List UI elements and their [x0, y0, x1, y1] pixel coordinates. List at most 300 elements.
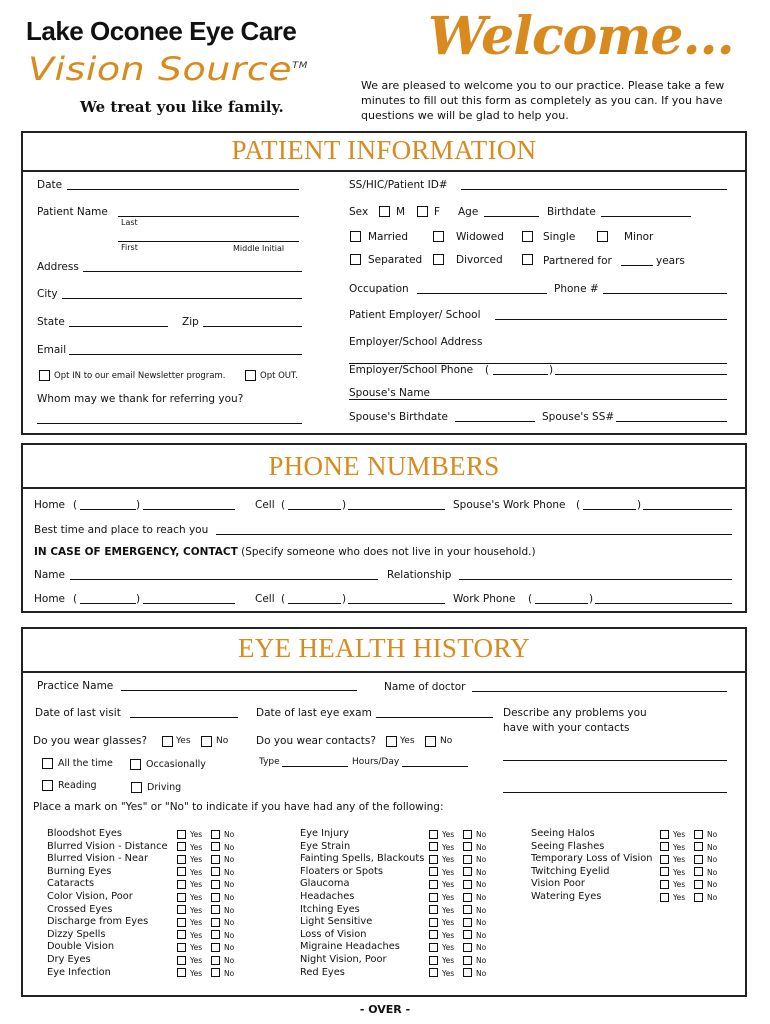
emergency-home-paren-open: (: [73, 593, 78, 605]
condition-col2-7-no-label: No: [476, 918, 487, 928]
emergency-cell-label: Cell: [255, 593, 275, 605]
home-paren-open: (: [73, 499, 78, 511]
condition-col1-4-yes-label: Yes: [190, 880, 203, 890]
condition-col1-0-yes-checkbox[interactable]: [177, 830, 186, 839]
condition-col2-5-yes-label: Yes: [442, 893, 455, 902]
section-title: PHONE NUMBERS: [268, 451, 500, 481]
last-name-field[interactable]: [118, 216, 299, 217]
widowed-checkbox[interactable]: [433, 231, 444, 242]
title-divider: [23, 671, 745, 673]
minor-label: Minor: [624, 231, 654, 243]
divorced-checkbox[interactable]: [433, 254, 444, 265]
conditions-instruction: Place a mark on "Yes" or "No" to indicate if you have had any of the following:: [33, 801, 444, 813]
condition-col3-2-no-label: No: [707, 855, 718, 865]
all-the-time-checkbox[interactable]: [42, 758, 53, 769]
condition-col3-1-yes-label: Yes: [673, 842, 686, 852]
condition-col2-0-yes-checkbox[interactable]: [429, 830, 438, 839]
condition-col2-11-yes-label: Yes: [442, 968, 455, 978]
condition-col1-8-no-label: No: [224, 930, 235, 940]
home-paren-close: ): [136, 499, 141, 511]
condition-col3-4-no-label: No: [707, 880, 718, 890]
referral-field[interactable]: [37, 423, 302, 424]
partnered-label: Partnered for: [543, 255, 612, 267]
condition-col3-3-yes-label: Yes: [673, 867, 686, 877]
condition-col1-2-no-checkbox[interactable]: [211, 855, 220, 864]
emergency-home-field[interactable]: [143, 603, 235, 604]
condition-col1-10-yes-label: Yes: [190, 956, 203, 965]
married-label: Married: [368, 231, 408, 243]
employer-address-label: Employer/School Address: [349, 336, 483, 348]
last-visit-label: Date of last visit: [35, 707, 121, 719]
reading-checkbox[interactable]: [42, 780, 53, 791]
separated-label: Separated: [368, 254, 423, 266]
condition-col1-7-yes-label: Yes: [190, 918, 203, 928]
condition-col2-2-yes-checkbox[interactable]: [429, 855, 438, 864]
practice-name: Lake Oconee Eye Care: [26, 16, 297, 46]
condition-col2-1-no-label: No: [476, 842, 487, 852]
age-label: Age: [458, 206, 479, 218]
emergency-cell-paren-open: (: [281, 593, 286, 605]
spouse-work-phone-label: Spouse's Work Phone: [453, 499, 566, 511]
sex-m-checkbox[interactable]: [379, 206, 390, 217]
phone-label: Phone #: [554, 283, 599, 295]
cell-phone-field[interactable]: [348, 509, 445, 510]
condition-col1-6-no-checkbox[interactable]: [211, 905, 220, 914]
condition-col3-1-no-label: No: [707, 842, 718, 852]
emergency-work-field[interactable]: [595, 603, 732, 604]
condition-col3-4-no-checkbox[interactable]: [694, 880, 703, 889]
cell-paren-open: (: [281, 499, 286, 511]
sex-f-label: F: [434, 206, 441, 218]
glasses-no-checkbox[interactable]: [201, 736, 212, 747]
spouse-birthdate-field[interactable]: [455, 421, 535, 422]
emergency-cell-field[interactable]: [348, 603, 445, 604]
doctor-name-field[interactable]: [472, 691, 727, 692]
condition-col2-8-label: Loss of Vision: [300, 928, 367, 940]
condition-col1-1-no-label: No: [224, 842, 235, 852]
condition-col2-10-no-label: No: [476, 956, 487, 965]
birthdate-field[interactable]: [601, 216, 691, 217]
condition-col1-4-yes-checkbox[interactable]: [177, 880, 186, 889]
condition-col1-8-yes-checkbox[interactable]: [177, 930, 186, 939]
emergency-home-label: Home: [34, 593, 66, 605]
condition-col2-0-no-checkbox[interactable]: [463, 830, 472, 839]
opt-out-checkbox[interactable]: [245, 370, 256, 381]
employer-phone-paren-close: ): [549, 364, 554, 376]
condition-col2-8-yes-label: Yes: [442, 930, 455, 940]
phone-numbers-section: [21, 443, 747, 613]
emergency-cell-area-field[interactable]: [288, 603, 341, 604]
condition-col2-6-no-label: No: [476, 905, 487, 915]
condition-col1-3-label: Burning Eyes: [47, 865, 112, 877]
relationship-label: Relationship: [387, 569, 452, 581]
condition-col2-9-no-checkbox[interactable]: [463, 943, 472, 952]
condition-col1-11-label: Eye Infection: [47, 966, 111, 978]
spouse-work-paren-open: (: [576, 499, 581, 511]
condition-col2-11-yes-checkbox[interactable]: [429, 968, 438, 977]
condition-col3-1-label: Seeing Flashes: [531, 840, 605, 852]
condition-col2-2-yes-label: Yes: [442, 855, 455, 865]
describe-problems-label: Describe any problems you: [503, 707, 647, 719]
condition-col2-11-label: Red Eyes: [300, 966, 345, 978]
condition-col3-2-no-checkbox[interactable]: [694, 855, 703, 864]
referral-label: Whom may we thank for referring you?: [37, 393, 244, 405]
age-field[interactable]: [484, 216, 539, 217]
first-name-field[interactable]: [118, 241, 299, 242]
state-label: State: [37, 316, 65, 328]
glasses-question: Do you wear glasses?: [33, 735, 148, 747]
glasses-yes-checkbox[interactable]: [162, 736, 173, 747]
condition-col1-9-no-checkbox[interactable]: [211, 943, 220, 952]
emergency-name-label: Name: [34, 569, 65, 581]
condition-col2-3-no-checkbox[interactable]: [463, 867, 472, 876]
condition-col2-1-no-checkbox[interactable]: [463, 842, 472, 851]
spouse-name-label: Spouse's Name: [349, 387, 431, 399]
condition-col3-0-no-label: No: [707, 830, 718, 839]
employer-phone-paren-open: (: [485, 364, 490, 376]
condition-col1-7-yes-checkbox[interactable]: [177, 918, 186, 927]
address-field[interactable]: [83, 271, 302, 272]
cell-paren-close: ): [342, 499, 347, 511]
contacts-yes-label: Yes: [400, 736, 415, 746]
condition-col1-1-yes-label: Yes: [190, 842, 203, 852]
birthdate-label: Birthdate: [547, 206, 596, 218]
condition-col3-5-no-label: No: [707, 893, 718, 902]
condition-col2-10-label: Night Vision, Poor: [300, 954, 387, 965]
condition-col1-11-yes-checkbox[interactable]: [177, 968, 186, 977]
condition-col1-9-no-label: No: [224, 943, 235, 953]
intro-text: We are pleased to welcome you to our practice. Please take a few minutes to fill out this form as completely as you can. If you have questions we will be glad to help you.: [361, 79, 725, 122]
condition-col2-8-no-label: No: [476, 930, 487, 940]
emergency-home-area-field[interactable]: [80, 603, 136, 604]
condition-col2-5-no-checkbox[interactable]: [463, 893, 472, 902]
contacts-question: Do you wear contacts?: [256, 735, 376, 747]
date-field[interactable]: [67, 189, 299, 190]
condition-col3-0-label: Seeing Halos: [531, 828, 595, 839]
condition-col1-6-yes-label: Yes: [190, 905, 203, 915]
over-indicator: - OVER -: [359, 1003, 411, 1016]
condition-col2-1-yes-label: Yes: [442, 842, 455, 852]
condition-col1-5-yes-label: Yes: [190, 893, 203, 902]
contacts-no-checkbox[interactable]: [425, 736, 436, 747]
single-checkbox[interactable]: [522, 231, 533, 242]
condition-col1-1-no-checkbox[interactable]: [211, 842, 220, 851]
reading-label: Reading: [58, 780, 97, 791]
condition-col1-3-no-label: No: [224, 867, 235, 877]
contacts-no-label: No: [440, 736, 453, 746]
condition-col1-5-no-label: No: [224, 893, 235, 902]
condition-col3-0-no-checkbox[interactable]: [694, 830, 703, 839]
spouse-name-field[interactable]: [349, 399, 727, 400]
condition-col3-2-yes-checkbox[interactable]: [660, 855, 669, 864]
condition-col1-1-label: Blurred Vision - Distance: [47, 840, 168, 852]
condition-col2-0-yes-label: Yes: [442, 830, 455, 839]
sex-label: Sex: [349, 206, 369, 218]
condition-col1-11-yes-label: Yes: [190, 968, 203, 978]
condition-col2-11-no-checkbox[interactable]: [463, 968, 472, 977]
spouse-work-paren-close: ): [637, 499, 642, 511]
condition-col1-10-yes-checkbox[interactable]: [177, 956, 186, 965]
condition-col3-3-no-label: No: [707, 867, 718, 877]
home-phone-field[interactable]: [143, 509, 235, 510]
condition-col3-4-yes-label: Yes: [673, 880, 686, 890]
ss-field[interactable]: [461, 189, 727, 190]
doctor-name-label: Name of doctor: [384, 681, 466, 693]
condition-col1-2-no-label: No: [224, 855, 235, 865]
condition-col1-10-no-label: No: [224, 956, 235, 965]
condition-col1-5-yes-checkbox[interactable]: [177, 893, 186, 902]
condition-col2-3-label: Floaters or Spots: [300, 865, 383, 877]
emergency-work-area-field[interactable]: [535, 603, 588, 604]
condition-col2-9-label: Migraine Headaches: [300, 941, 400, 953]
condition-col3-3-no-checkbox[interactable]: [694, 867, 703, 876]
condition-col1-8-label: Dizzy Spells: [47, 928, 106, 940]
emergency-note: (Specify someone who does not live in your household.): [241, 546, 536, 558]
patient-name-label: Patient Name: [37, 206, 108, 218]
welcome-heading: Welcome...: [428, 6, 734, 67]
contacts-problem-field-1[interactable]: [503, 760, 727, 761]
condition-col3-5-label: Watering Eyes: [531, 891, 602, 902]
emergency-work-label: Work Phone: [453, 593, 516, 605]
city-field[interactable]: [62, 298, 302, 299]
married-checkbox[interactable]: [350, 231, 361, 242]
patient-information-section: [21, 131, 747, 435]
condition-col2-6-label: Itching Eyes: [300, 903, 360, 915]
condition-col3-5-no-checkbox[interactable]: [694, 893, 703, 902]
zip-field[interactable]: [203, 326, 302, 327]
emergency-name-field[interactable]: [70, 579, 378, 580]
separated-checkbox[interactable]: [350, 254, 361, 265]
glasses-yes-label: Yes: [176, 736, 191, 746]
condition-col1-2-yes-label: Yes: [190, 855, 203, 865]
condition-col1-4-no-checkbox[interactable]: [211, 880, 220, 889]
condition-col2-10-yes-label: Yes: [442, 956, 455, 965]
home-phone-label: Home: [34, 499, 66, 511]
condition-col1-6-yes-checkbox[interactable]: [177, 905, 186, 914]
condition-col1-9-yes-label: Yes: [190, 943, 203, 953]
condition-col3-2-yes-label: Yes: [673, 855, 686, 865]
condition-col2-7-no-checkbox[interactable]: [463, 918, 472, 927]
describe-problems-label-2: have with your contacts: [503, 722, 630, 734]
condition-col1-2-yes-checkbox[interactable]: [177, 855, 186, 864]
condition-col2-10-yes-checkbox[interactable]: [429, 956, 438, 965]
condition-col1-4-label: Cataracts: [47, 878, 95, 890]
condition-col1-6-label: Crossed Eyes: [47, 903, 113, 915]
glasses-no-label: No: [216, 736, 229, 746]
condition-col2-10-no-checkbox[interactable]: [463, 956, 472, 965]
employer-phone-field[interactable]: [555, 374, 727, 375]
condition-col3-5-yes-checkbox[interactable]: [660, 893, 669, 902]
condition-col1-5-no-checkbox[interactable]: [211, 893, 220, 902]
trademark: TM: [292, 61, 308, 71]
first-caption: First: [121, 243, 138, 252]
best-time-label: Best time and place to reach you: [34, 524, 209, 536]
condition-col2-9-yes-label: Yes: [442, 943, 455, 953]
condition-col2-5-no-label: No: [476, 893, 487, 902]
email-label: Email: [37, 344, 67, 356]
condition-col1-2-label: Blurred Vision - Near: [47, 853, 149, 865]
relationship-field[interactable]: [459, 579, 732, 580]
condition-col1-3-yes-checkbox[interactable]: [177, 867, 186, 876]
section-title: PATIENT INFORMATION: [231, 135, 537, 165]
condition-col1-8-yes-label: Yes: [190, 930, 203, 940]
employer-label: Patient Employer/ School: [349, 309, 481, 321]
contacts-yes-checkbox[interactable]: [386, 736, 397, 747]
condition-col2-6-no-checkbox[interactable]: [463, 905, 472, 914]
occasionally-checkbox[interactable]: [130, 759, 141, 770]
last-exam-label: Date of last eye exam: [256, 707, 372, 719]
minor-checkbox[interactable]: [597, 231, 608, 242]
section-title: EYE HEALTH HISTORY: [238, 633, 530, 663]
contact-type-label: Type: [259, 757, 280, 767]
spouse-birthdate-label: Spouse's Birthdate: [349, 411, 448, 423]
middle-initial-caption: Middle Initial: [233, 244, 285, 253]
occasionally-label: Occasionally: [146, 759, 206, 770]
city-label: City: [37, 288, 58, 300]
condition-col1-7-no-checkbox[interactable]: [211, 918, 220, 927]
condition-col3-0-yes-checkbox[interactable]: [660, 830, 669, 839]
condition-col2-6-yes-checkbox[interactable]: [429, 905, 438, 914]
condition-col2-0-label: Eye Injury: [300, 828, 349, 839]
opt-in-label: Opt IN to our email Newsletter program.: [54, 371, 226, 381]
condition-col3-3-label: Twitching Eyelid: [531, 865, 610, 877]
hours-per-day-label: Hours/Day: [352, 757, 400, 767]
condition-col1-9-yes-checkbox[interactable]: [177, 943, 186, 952]
condition-col2-4-no-label: No: [476, 880, 487, 890]
practice-name-field[interactable]: [121, 690, 357, 691]
emergency-work-paren-open: (: [528, 593, 533, 605]
condition-col1-1-yes-checkbox[interactable]: [177, 842, 186, 851]
condition-col3-1-yes-checkbox[interactable]: [660, 842, 669, 851]
emergency-cell-paren-close: ): [342, 593, 347, 605]
employer-phone-area-field[interactable]: [493, 374, 548, 375]
condition-col2-3-yes-checkbox[interactable]: [429, 867, 438, 876]
condition-col1-0-no-checkbox[interactable]: [211, 830, 220, 839]
condition-col1-10-no-checkbox[interactable]: [211, 956, 220, 965]
condition-col1-8-no-checkbox[interactable]: [211, 930, 220, 939]
condition-col1-0-no-label: No: [224, 830, 235, 839]
condition-col1-0-yes-label: Yes: [190, 830, 203, 839]
zip-label: Zip: [182, 316, 199, 328]
emergency-contact-heading: [34, 546, 536, 558]
sex-m-label: M: [396, 206, 406, 218]
condition-col1-3-yes-label: Yes: [190, 867, 203, 877]
eye-health-history-section: [21, 627, 747, 997]
condition-col2-9-yes-checkbox[interactable]: [429, 943, 438, 952]
title-divider: [23, 487, 745, 489]
ss-label: SS/HIC/Patient ID#: [349, 179, 448, 191]
years-label: years: [656, 255, 685, 267]
driving-label: Driving: [147, 782, 182, 793]
driving-checkbox[interactable]: [131, 782, 142, 793]
condition-col2-1-label: Eye Strain: [300, 840, 351, 852]
condition-col2-3-yes-label: Yes: [442, 867, 455, 877]
condition-col3-4-yes-checkbox[interactable]: [660, 880, 669, 889]
spouse-ss-label: Spouse's SS#: [542, 411, 615, 423]
condition-col2-4-yes-label: Yes: [442, 880, 455, 890]
condition-col1-9-label: Double Vision: [47, 941, 115, 953]
condition-col2-4-no-checkbox[interactable]: [463, 880, 472, 889]
condition-col2-4-yes-checkbox[interactable]: [429, 880, 438, 889]
condition-col2-11-no-label: No: [476, 968, 487, 978]
widowed-label: Widowed: [456, 231, 504, 243]
condition-col3-5-yes-label: Yes: [673, 893, 686, 902]
condition-col1-11-no-checkbox[interactable]: [211, 968, 220, 977]
sex-f-checkbox[interactable]: [417, 206, 428, 217]
spouse-work-area-field[interactable]: [583, 509, 636, 510]
partnered-checkbox[interactable]: [522, 254, 533, 265]
last-exam-field[interactable]: [376, 717, 493, 718]
condition-col1-11-no-label: No: [224, 968, 235, 978]
condition-col2-8-no-checkbox[interactable]: [463, 930, 472, 939]
condition-col1-7-label: Discharge from Eyes: [47, 916, 149, 928]
condition-col2-9-no-label: No: [476, 943, 487, 953]
last-visit-field[interactable]: [130, 717, 238, 718]
condition-col1-7-no-label: No: [224, 918, 235, 928]
emergency-work-paren-close: ): [589, 593, 594, 605]
occupation-field[interactable]: [417, 293, 547, 294]
condition-col2-5-label: Headaches: [300, 891, 355, 902]
date-label: Date: [37, 179, 63, 191]
home-area-field[interactable]: [80, 509, 136, 510]
condition-col1-10-label: Dry Eyes: [47, 954, 91, 965]
condition-col3-2-label: Temporary Loss of Vision: [531, 853, 653, 865]
condition-col1-3-no-checkbox[interactable]: [211, 867, 220, 876]
condition-col2-4-label: Glaucoma: [300, 878, 350, 890]
vision-source-logo: [28, 50, 308, 87]
address-label: Address: [37, 261, 79, 273]
best-time-field[interactable]: [216, 534, 732, 535]
employer-field[interactable]: [495, 319, 727, 320]
tagline: We treat you like family.: [80, 98, 284, 116]
brand-text: Vision Source: [28, 50, 293, 88]
condition-col2-7-label: Light Sensitive: [300, 916, 373, 928]
partnered-years-field[interactable]: [621, 265, 653, 266]
condition-col2-2-label: Fainting Spells, Blackouts: [300, 853, 425, 865]
all-the-time-label: All the time: [58, 758, 113, 769]
condition-col2-6-yes-label: Yes: [442, 905, 455, 915]
divorced-label: Divorced: [456, 254, 503, 266]
condition-col2-1-yes-checkbox[interactable]: [429, 842, 438, 851]
spouse-ss-field[interactable]: [616, 421, 727, 422]
hours-per-day-field[interactable]: [402, 766, 468, 767]
condition-col3-3-yes-checkbox[interactable]: [660, 867, 669, 876]
emergency-home-paren-close: ): [136, 593, 141, 605]
cell-phone-label: Cell: [255, 499, 275, 511]
opt-in-checkbox[interactable]: [39, 370, 50, 381]
condition-col3-4-label: Vision Poor: [531, 878, 585, 890]
contacts-problem-field-2[interactable]: [503, 792, 727, 793]
condition-col2-7-yes-checkbox[interactable]: [429, 918, 438, 927]
contact-type-field[interactable]: [282, 766, 348, 767]
condition-col2-8-yes-checkbox[interactable]: [429, 930, 438, 939]
spouse-work-phone-field[interactable]: [643, 509, 732, 510]
condition-col3-0-yes-label: Yes: [673, 830, 686, 839]
occupation-label: Occupation: [349, 283, 409, 295]
condition-col2-2-no-label: No: [476, 855, 487, 865]
condition-col1-4-no-label: No: [224, 880, 235, 890]
employer-phone-label: Employer/School Phone: [349, 364, 474, 376]
title-divider: [23, 170, 745, 172]
condition-col2-2-no-checkbox[interactable]: [463, 855, 472, 864]
condition-col2-5-yes-checkbox[interactable]: [429, 893, 438, 902]
cell-area-field[interactable]: [288, 509, 341, 510]
state-field[interactable]: [69, 326, 168, 327]
condition-col3-1-no-checkbox[interactable]: [694, 842, 703, 851]
phone-field[interactable]: [603, 293, 727, 294]
condition-col1-5-label: Color Vision, Poor: [47, 891, 133, 902]
email-field[interactable]: [69, 354, 302, 355]
